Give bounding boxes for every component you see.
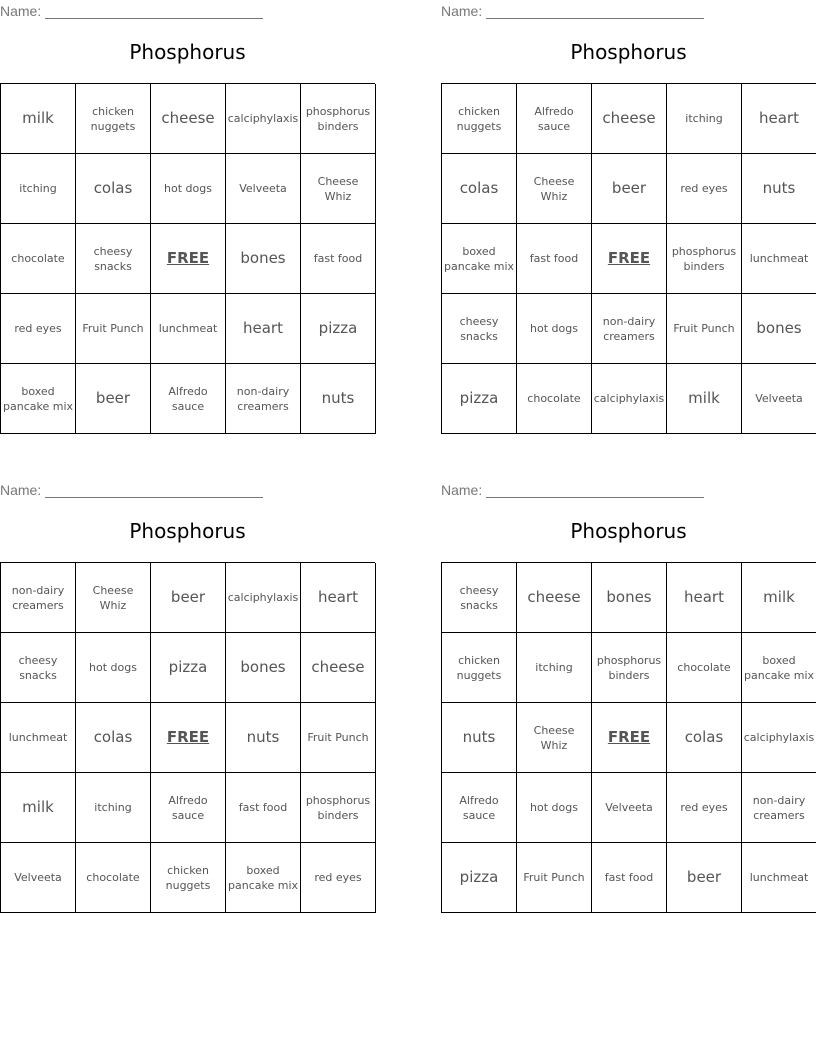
bingo-cell[interactable]: hot dogs xyxy=(517,294,592,364)
bingo-cell[interactable]: heart xyxy=(301,563,376,633)
bingo-cell[interactable]: non-dairy creamers xyxy=(226,364,301,434)
bingo-cell[interactable]: hot dogs xyxy=(76,633,151,703)
bingo-cell[interactable]: chicken nuggets xyxy=(442,84,517,154)
bingo-cell[interactable]: colas xyxy=(76,154,151,224)
free-space-cell[interactable]: FREE xyxy=(151,224,226,294)
bingo-cell[interactable]: beer xyxy=(667,843,742,913)
bingo-cell[interactable]: chocolate xyxy=(1,224,76,294)
bingo-cell[interactable]: beer xyxy=(151,563,226,633)
bingo-cell[interactable]: phosphorus binders xyxy=(301,773,376,843)
bingo-cell[interactable]: Alfredo sauce xyxy=(442,773,517,843)
bingo-cell[interactable]: heart xyxy=(742,84,816,154)
card-title: Phosphorus xyxy=(570,40,687,64)
bingo-cell[interactable]: Alfredo sauce xyxy=(151,773,226,843)
name-field xyxy=(0,482,263,498)
bingo-cell[interactable]: milk xyxy=(1,773,76,843)
bingo-cell[interactable]: cheesy snacks xyxy=(1,633,76,703)
card-title: Phosphorus xyxy=(570,519,687,543)
bingo-cell[interactable]: cheesy snacks xyxy=(76,224,151,294)
name-blank-line[interactable] xyxy=(486,5,704,19)
bingo-cell[interactable]: Fruit Punch xyxy=(667,294,742,364)
bingo-cell[interactable]: fast food xyxy=(517,224,592,294)
bingo-cell[interactable]: pizza xyxy=(442,843,517,913)
bingo-cell[interactable]: chicken nuggets xyxy=(442,633,517,703)
bingo-cell[interactable]: cheese xyxy=(151,84,226,154)
bingo-cell[interactable]: Velveeta xyxy=(1,843,76,913)
bingo-cell[interactable]: cheesy snacks xyxy=(442,294,517,364)
bingo-cell[interactable]: colas xyxy=(442,154,517,224)
bingo-cell[interactable]: phosphorus binders xyxy=(592,633,667,703)
bingo-cell[interactable]: calciphylaxis xyxy=(226,563,301,633)
bingo-grid xyxy=(441,562,816,913)
bingo-cell[interactable]: red eyes xyxy=(667,154,742,224)
free-space-cell[interactable]: FREE xyxy=(151,703,226,773)
bingo-cell[interactable]: Cheese Whiz xyxy=(301,154,376,224)
bingo-cell[interactable]: red eyes xyxy=(1,294,76,364)
bingo-cell[interactable]: heart xyxy=(667,563,742,633)
free-space-cell[interactable]: FREE xyxy=(592,224,667,294)
bingo-cell[interactable]: itching xyxy=(1,154,76,224)
bingo-cell[interactable]: cheese xyxy=(517,563,592,633)
bingo-grid xyxy=(441,83,816,434)
bingo-cell[interactable]: chocolate xyxy=(667,633,742,703)
bingo-cell[interactable]: Fruit Punch xyxy=(517,843,592,913)
bingo-cell[interactable]: milk xyxy=(667,364,742,434)
bingo-cell[interactable]: cheesy snacks xyxy=(442,563,517,633)
bingo-cell[interactable]: milk xyxy=(1,84,76,154)
bingo-cell[interactable]: calciphylaxis xyxy=(592,364,667,434)
bingo-cell[interactable]: bones xyxy=(226,633,301,703)
bingo-cell[interactable]: Velveeta xyxy=(592,773,667,843)
bingo-cell[interactable]: nuts xyxy=(226,703,301,773)
bingo-cell[interactable]: calciphylaxis xyxy=(226,84,301,154)
bingo-cell[interactable]: bones xyxy=(592,563,667,633)
bingo-cell[interactable]: chocolate xyxy=(517,364,592,434)
bingo-cell[interactable]: cheese xyxy=(301,633,376,703)
name-label: Name: xyxy=(441,3,483,19)
bingo-cell[interactable]: beer xyxy=(592,154,667,224)
bingo-cell[interactable]: lunchmeat xyxy=(151,294,226,364)
bingo-cell[interactable]: Fruit Punch xyxy=(301,703,376,773)
bingo-cell[interactable]: colas xyxy=(667,703,742,773)
bingo-cell[interactable]: phosphorus binders xyxy=(301,84,376,154)
bingo-cell[interactable]: nuts xyxy=(301,364,376,434)
name-blank-line[interactable] xyxy=(486,484,704,498)
bingo-cell[interactable]: chicken nuggets xyxy=(76,84,151,154)
bingo-cell[interactable]: boxed pancake mix xyxy=(226,843,301,913)
bingo-cell[interactable]: non-dairy creamers xyxy=(1,563,76,633)
name-label: Name: xyxy=(0,3,42,19)
bingo-cell[interactable]: Cheese Whiz xyxy=(76,563,151,633)
bingo-cell[interactable]: itching xyxy=(517,633,592,703)
bingo-cell[interactable]: Cheese Whiz xyxy=(517,154,592,224)
bingo-grid xyxy=(0,83,375,434)
card-title: Phosphorus xyxy=(129,519,246,543)
bingo-cell[interactable]: pizza xyxy=(151,633,226,703)
name-field xyxy=(441,482,704,498)
bingo-cell[interactable]: red eyes xyxy=(301,843,376,913)
bingo-cell[interactable]: non-dairy creamers xyxy=(592,294,667,364)
bingo-cell[interactable]: beer xyxy=(76,364,151,434)
bingo-cell[interactable]: fast food xyxy=(301,224,376,294)
bingo-cell[interactable]: red eyes xyxy=(667,773,742,843)
bingo-cell[interactable]: chocolate xyxy=(76,843,151,913)
bingo-cell[interactable]: bones xyxy=(742,294,816,364)
bingo-cell[interactable]: Velveeta xyxy=(742,364,816,434)
bingo-cell[interactable]: milk xyxy=(742,563,816,633)
bingo-cell[interactable]: lunchmeat xyxy=(742,843,816,913)
bingo-cell[interactable]: non-dairy creamers xyxy=(742,773,816,843)
bingo-cell[interactable]: phosphorus binders xyxy=(667,224,742,294)
bingo-cell[interactable]: cheese xyxy=(592,84,667,154)
bingo-cell[interactable]: Cheese Whiz xyxy=(517,703,592,773)
bingo-grid xyxy=(0,562,375,913)
bingo-cell[interactable]: Alfredo sauce xyxy=(151,364,226,434)
bingo-cell[interactable]: bones xyxy=(226,224,301,294)
bingo-cell[interactable]: pizza xyxy=(442,364,517,434)
bingo-cell[interactable]: calciphylaxis xyxy=(742,703,816,773)
bingo-cell[interactable]: itching xyxy=(667,84,742,154)
bingo-cell[interactable]: lunchmeat xyxy=(742,224,816,294)
bingo-cell[interactable]: pizza xyxy=(301,294,376,364)
name-blank-line[interactable] xyxy=(45,484,263,498)
card-title: Phosphorus xyxy=(129,40,246,64)
bingo-cell[interactable]: Alfredo sauce xyxy=(517,84,592,154)
bingo-cell[interactable]: lunchmeat xyxy=(1,703,76,773)
bingo-cell[interactable]: Fruit Punch xyxy=(76,294,151,364)
bingo-cell[interactable]: Velveeta xyxy=(226,154,301,224)
free-space-cell[interactable]: FREE xyxy=(592,703,667,773)
bingo-cell[interactable]: colas xyxy=(76,703,151,773)
bingo-cell[interactable]: fast food xyxy=(592,843,667,913)
bingo-cell[interactable]: hot dogs xyxy=(151,154,226,224)
bingo-cell[interactable]: boxed pancake mix xyxy=(1,364,76,434)
name-label: Name: xyxy=(0,482,42,498)
bingo-cell[interactable]: heart xyxy=(226,294,301,364)
bingo-cell[interactable]: nuts xyxy=(442,703,517,773)
bingo-cell[interactable]: boxed pancake mix xyxy=(742,633,816,703)
name-field xyxy=(0,3,263,19)
bingo-cell[interactable]: fast food xyxy=(226,773,301,843)
bingo-cell[interactable]: hot dogs xyxy=(517,773,592,843)
name-blank-line[interactable] xyxy=(45,5,263,19)
name-label: Name: xyxy=(441,482,483,498)
bingo-cell[interactable]: nuts xyxy=(742,154,816,224)
bingo-cell[interactable]: boxed pancake mix xyxy=(442,224,517,294)
bingo-cell[interactable]: chicken nuggets xyxy=(151,843,226,913)
name-field xyxy=(441,3,704,19)
bingo-cell[interactable]: itching xyxy=(76,773,151,843)
